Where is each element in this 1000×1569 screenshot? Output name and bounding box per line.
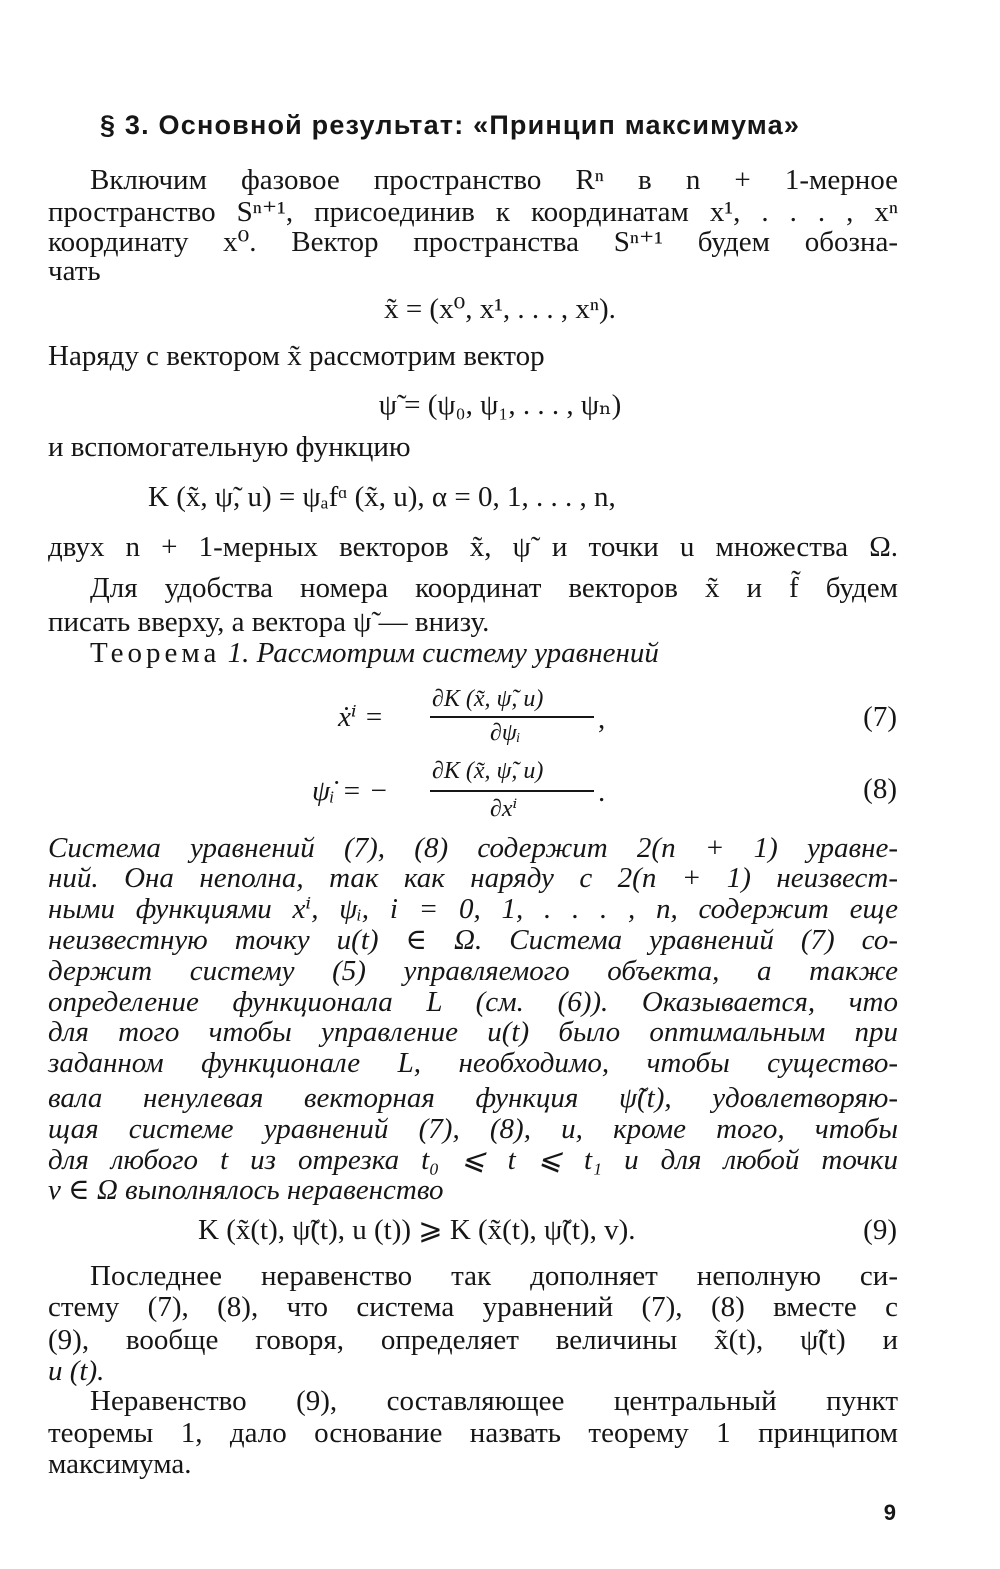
paragraph-7-line-4: u (t). — [48, 1355, 105, 1387]
paragraph-5-line-2: писать вверху, а вектора ψ̃ — внизу. — [48, 606, 490, 638]
theorem-body-line-4: неизвестную точку u(t) ∈ Ω. Система уравнений (7) со- — [48, 924, 898, 956]
theorem-intro: 1. Рассмотрим систему уравнений — [227, 637, 659, 669]
eq8-numerator: ∂K (x̃, ψ̃, u) — [432, 758, 544, 784]
theorem-body-line-2: ний. Она неполна, так как наряду с 2(n + 1) неизвест- — [48, 862, 898, 894]
equation-psi-vector: ψ̃ = (ψ₀, ψ₁, . . . , ψₙ) — [378, 389, 622, 421]
eq8-fraction-bar — [430, 790, 594, 792]
paragraph-1-line-4: чать — [48, 255, 101, 287]
equation-K-function: K (x̃, ψ̃, u) = ψₐfᵅ (x̃, u), α = 0, 1, . . . , n, — [148, 481, 616, 513]
eq7-denominator: ∂ψᵢ — [490, 720, 521, 746]
paragraph-8-line-1: Неравенство (9), составляющее центральный пункт — [90, 1385, 898, 1417]
theorem-body-line-9: вала ненулевая векторная функция ψ̃(t), удовлетворяю- — [48, 1082, 898, 1114]
theorem-body-line-12: v ∈ Ω выполнялось неравенство — [48, 1174, 444, 1206]
paragraph-2: Наряду с вектором x̃ рассмотрим вектор — [48, 340, 545, 372]
eq7-numerator: ∂K (x̃, ψ̃, u) — [432, 686, 544, 712]
page-number: 9 — [883, 1500, 896, 1525]
theorem-body-line-1: Система уравнений (7), (8) содержит 2(n + 1) уравне- — [48, 832, 898, 864]
eq9-expression: K (x̃(t), ψ̃(t), u (t)) ⩾ K (x̃(t), ψ̃(t), v). — [198, 1214, 636, 1246]
paragraph-1-line-3: координату x⁰. Вектор пространства Sⁿ⁺¹ будем обозна- — [48, 226, 898, 258]
paragraph-1-line-2: пространство Sⁿ⁺¹, присоединив к координатам x¹, . . . , xⁿ — [48, 196, 898, 228]
eq7-lhs: ẋⁱ = — [338, 701, 384, 733]
paragraph-7-line-3: (9), вообще говоря, определяет величины x̃(t), ψ̃(t) и — [48, 1324, 898, 1356]
theorem-body-line-7: для того чтобы управление u(t) было оптимальным при — [48, 1016, 898, 1048]
paragraph-4: двух n + 1-мерных векторов x̃, ψ̃ и точки u множества Ω. — [48, 531, 898, 563]
paragraph-7-line-1: Последнее неравенство так дополняет неполную си- — [90, 1260, 898, 1292]
paragraph-8-line-3: максимума. — [48, 1448, 192, 1480]
section-title: § 3. Основной результат: «Принцип максимума» — [100, 110, 801, 140]
paragraph-7-line-2: стему (7), (8), что система уравнений (7), (8) вместе с — [48, 1291, 898, 1323]
theorem-body-line-10: щая системе уравнений (7), (8), и, кроме того, чтобы — [48, 1113, 898, 1145]
eq7-fraction-bar — [430, 716, 594, 718]
eq8-lhs: ψ̇ᵢ = − — [312, 775, 389, 807]
eq8-number: (8) — [863, 773, 897, 805]
equation-x-vector: x̃ = (x⁰, x¹, . . . , xⁿ). — [384, 293, 616, 325]
theorem-body-line-8: заданном функционале L, необходимо, чтобы существо- — [48, 1047, 898, 1079]
theorem-body-line-3: ными функциями xⁱ, ψᵢ, i = 0, 1, . . . , n, содержит еще — [48, 893, 898, 925]
eq9-number: (9) — [863, 1214, 897, 1246]
eq8-punctuation: . — [598, 776, 606, 808]
eq8-denominator: ∂xⁱ — [490, 796, 518, 822]
paragraph-1-line-1: Включим фазовое пространство Rⁿ в n + 1-мерное — [90, 164, 898, 196]
theorem-label: Теорема — [90, 637, 221, 669]
theorem-heading — [90, 636, 659, 670]
eq7-punctuation: , — [598, 703, 606, 735]
theorem-body-line-5: держит систему (5) управляемого объекта, а также — [48, 955, 898, 987]
eq7-number: (7) — [863, 701, 897, 733]
paragraph-3: и вспомогательную функцию — [48, 431, 411, 463]
theorem-body-line-11: для любого t из отрезка t₀ ⩽ t ⩽ t₁ и для любой точки — [48, 1144, 898, 1176]
theorem-body-line-6: определение функционала L (см. (6)). Оказывается, что — [48, 986, 898, 1018]
paragraph-5-line-1: Для удобства номера координат векторов x̃ и f̃ будем — [90, 572, 898, 604]
paragraph-8-line-2: теоремы 1, дало основание назвать теорему 1 принципом — [48, 1417, 898, 1449]
